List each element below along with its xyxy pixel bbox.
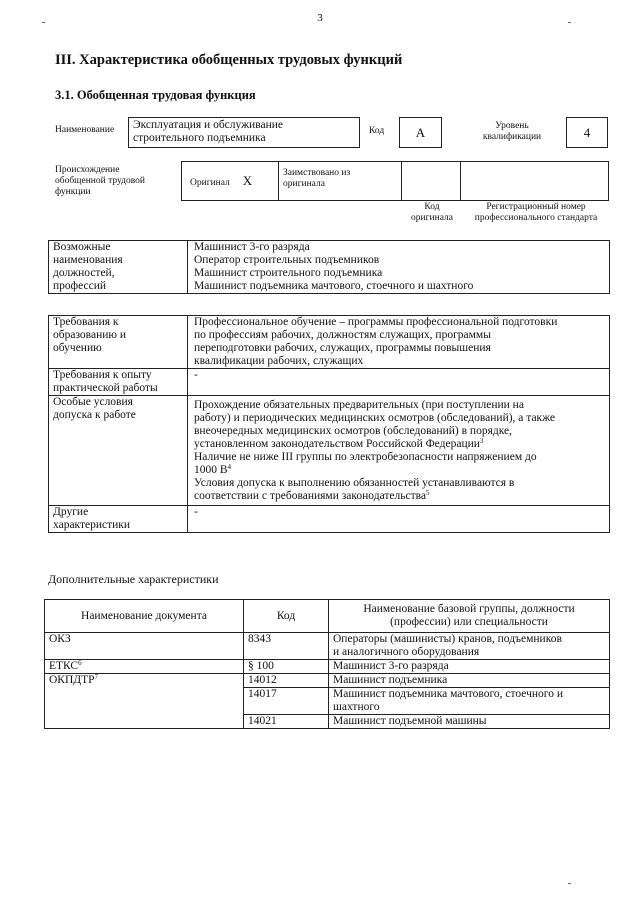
scan-mark [42, 22, 45, 23]
education-text-line: переподготовки рабочих, служащих, программы повышения [194, 342, 491, 354]
position-item: Оператор строительных подъемников [194, 254, 380, 266]
etks-doc-cell [45, 660, 244, 674]
experience-text-cell: - [188, 369, 610, 396]
okz-name-cell [329, 633, 610, 660]
etks-name-cell: Машинист 3-го разряда [329, 660, 610, 674]
origin-label-line: функции [55, 187, 91, 197]
okpdtr-name-cell [329, 688, 610, 715]
education-label-line: обучению [53, 342, 102, 354]
page-number: 3 [317, 12, 323, 24]
okz-doc-cell: ОКЗ [45, 633, 244, 660]
admission-text-line [194, 490, 605, 503]
other-label-line: Другие [53, 506, 89, 518]
scan-mark [568, 883, 571, 884]
other-text-cell: - [188, 506, 610, 533]
positions-label-line: наименования [53, 254, 123, 266]
education-text-cell [188, 316, 610, 369]
okz-name-line: Операторы (машинисты) кранов, подъемников [333, 633, 562, 645]
positions-label-cell [49, 241, 188, 294]
footnote-ref: 6 [78, 659, 82, 667]
positions-label-line: профессий [53, 280, 107, 292]
reg-caption-line: профессионального стандарта [474, 213, 598, 223]
okpdtr-doc-cell [45, 674, 244, 729]
original-label: Оригинал [190, 177, 230, 188]
origin-table [181, 161, 609, 201]
function-name-line: строительного подъемника [133, 132, 266, 144]
position-item: Машинист подъемника мачтового, стоечного и шахтного [194, 280, 474, 292]
original-mark: X [242, 172, 253, 188]
footnote-ref: 3 [479, 437, 484, 445]
header-name-line: Наименование базовой группы, должности [363, 603, 575, 615]
positions-table [48, 240, 610, 294]
admission-label-line: Особые условия [53, 396, 133, 408]
footnote-ref: 4 [227, 463, 232, 471]
education-label-cell [49, 316, 188, 369]
etks-doc: ЕТКС [49, 660, 79, 672]
education-label-line: образованию и [53, 329, 126, 341]
header-doc: Наименование документа [45, 600, 244, 633]
reg-caption [462, 202, 610, 224]
function-name-box [128, 117, 360, 148]
positions-list-cell [188, 241, 610, 294]
okpdtr-name-cell: Машинист подъемной машины [329, 715, 610, 729]
code-caption-line: оригинала [411, 213, 453, 223]
code-caption-line: Код [424, 202, 440, 212]
education-text-line: Профессиональное обучение – программы профессиональной подготовки [194, 316, 558, 328]
level-label-line: квалификации [482, 132, 542, 142]
function-code-box: A [399, 117, 442, 148]
admission-label-line: допуска к работе [53, 409, 136, 421]
footnote-ref: 5 [426, 489, 430, 497]
header-code: Код [244, 600, 329, 633]
level-label [466, 121, 558, 143]
etks-code-cell: § 100 [244, 660, 329, 674]
subsection-title: 3.1. Обобщенная трудовая функция [55, 88, 256, 102]
admission-text-cell [188, 396, 610, 506]
origin-label-line: обобщенной трудовой [55, 176, 145, 186]
okpdtr-name-cell: Машинист подъемника [329, 674, 610, 688]
header-name-line: (профессии) или специальности [390, 616, 548, 628]
education-text-line: квалификации рабочих, служащих [194, 355, 364, 367]
position-item: Машинист 3-го разряда [194, 241, 310, 253]
okz-code-cell: 8343 [244, 633, 329, 660]
reg-number-cell [461, 162, 609, 201]
position-item: Машинист строительного подъемника [194, 267, 383, 279]
level-value-box: 4 [566, 117, 608, 148]
positions-label-line: Возможные [53, 241, 111, 253]
experience-label-line: Требования к опыту [53, 369, 152, 381]
other-label-line: характеристики [53, 519, 131, 531]
original-code-cell [402, 162, 461, 201]
original-cell [182, 162, 279, 201]
additional-table [44, 599, 610, 729]
admission-text-line: Наличие не ниже III группы по электробезопасности напряжением до [194, 451, 537, 463]
level-label-line: Уровень [495, 121, 529, 131]
admission-text-span: соответствии с требованиями законодательства [194, 490, 426, 502]
other-label-cell [49, 506, 188, 533]
positions-label-line: должностей, [53, 267, 115, 279]
experience-label-cell [49, 369, 188, 396]
name-label: Наименование [55, 125, 115, 135]
function-name-line: Эксплуатация и обслуживание [133, 119, 284, 131]
admission-text-line: Прохождение обязательных предварительных (при поступлении на [194, 399, 524, 411]
admission-text-line [194, 438, 605, 451]
okpdtr-doc: ОКПДТР [49, 674, 95, 686]
origin-label-line: Происхождение [55, 165, 120, 175]
borrowed-label-line: Заимствовано из [283, 168, 351, 178]
okpdtr-code-cell: 14021 [244, 715, 329, 729]
okpdtr-name-line: Машинист подъемника мачтового, стоечного и [333, 688, 563, 700]
borrowed-label-line: оригинала [283, 179, 325, 189]
admission-text-line: Условия допуска к выполнению обязанностей устанавливаются в [194, 477, 515, 489]
admission-text-span: 1000 В [194, 464, 228, 476]
reg-caption-line: Регистрационный номер [486, 202, 586, 212]
scan-mark [568, 22, 571, 23]
footnote-ref: 7 [94, 673, 99, 681]
origin-label [55, 165, 145, 198]
admission-text-line [194, 464, 605, 477]
admission-text-line: внеочередных медицинских осмотров (обследований) в порядке, [194, 425, 513, 437]
okz-name-line: и аналогичного оборудования [333, 646, 480, 658]
experience-label-line: практической работы [53, 382, 158, 394]
header-name [329, 600, 610, 633]
education-text-line: по профессиям рабочих, должностям служащих, программы [194, 329, 491, 341]
borrowed-cell [279, 162, 402, 201]
code-caption [402, 202, 462, 224]
okpdtr-code-cell: 14012 [244, 674, 329, 688]
section-title: III. Характеристика обобщенных трудовых функций [55, 52, 403, 68]
okpdtr-name-line: шахтного [333, 701, 380, 713]
admission-label-cell [49, 396, 188, 506]
okpdtr-code-cell: 14017 [244, 688, 329, 715]
additional-title: Дополнительные характеристики [48, 572, 219, 586]
code-label: Код [369, 126, 385, 136]
admission-text-span: установленном законодательством Российской Федерации [194, 438, 480, 450]
education-label-line: Требования к [53, 316, 119, 328]
admission-text-line: работу) и периодических медицинских осмотров (обследований), а также [194, 412, 556, 424]
requirements-table [48, 315, 610, 533]
